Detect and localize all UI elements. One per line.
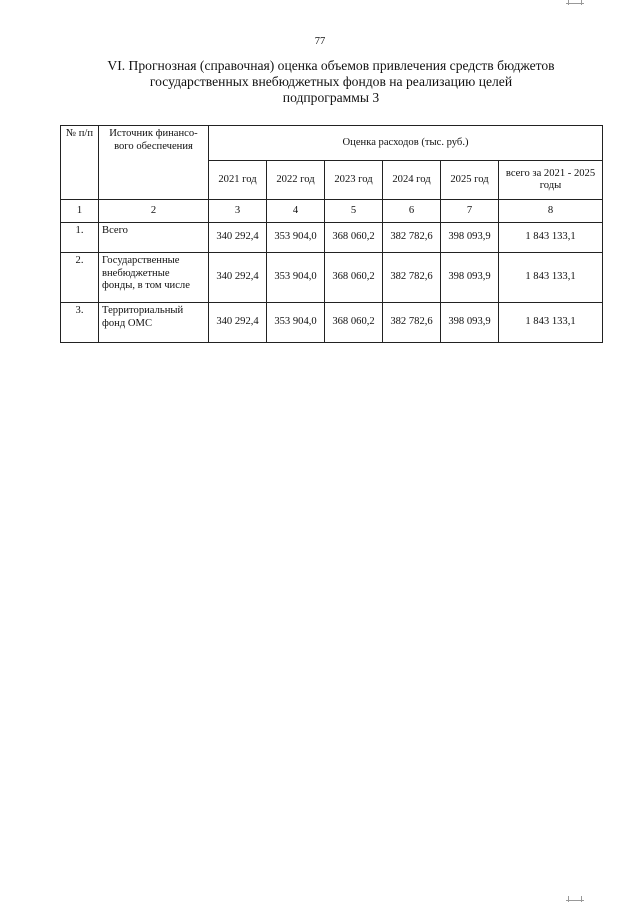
scan-corner-mark — [566, 900, 584, 901]
value-cell: 340 292,4 — [209, 303, 267, 343]
value-cell: 382 782,6 — [383, 253, 441, 303]
section-title-line-2: государственных внебюджетных фондов на реализацию целей — [149, 74, 513, 89]
table-row — [61, 253, 603, 303]
funding-estimate-table — [60, 125, 603, 343]
header-estimate: Оценка расходов (тыс. руб.) — [209, 126, 603, 161]
value-cell: 353 904,0 — [267, 253, 325, 303]
scan-corner-mark — [566, 3, 584, 4]
value-cell: 340 292,4 — [209, 223, 267, 253]
total-cell: 1 843 133,1 — [499, 253, 603, 303]
column-number: 1 — [61, 200, 99, 223]
column-number: 8 — [499, 200, 603, 223]
column-number: 3 — [209, 200, 267, 223]
row-number: 3. — [61, 303, 99, 343]
value-cell: 382 782,6 — [383, 223, 441, 253]
row-source: Территориальный фонд ОМС — [99, 303, 209, 343]
column-number: 4 — [267, 200, 325, 223]
header-source: Источник финансо-вого обеспечения — [99, 126, 209, 200]
column-number: 6 — [383, 200, 441, 223]
table-row — [61, 223, 603, 253]
row-source: Всего — [99, 223, 209, 253]
value-cell: 353 904,0 — [267, 223, 325, 253]
header-total: всего за 2021 - 2025 годы — [499, 161, 603, 200]
total-cell: 1 843 133,1 — [499, 223, 603, 253]
page-number: 77 — [314, 36, 326, 47]
value-cell: 368 060,2 — [325, 253, 383, 303]
section-title — [60, 58, 602, 106]
column-number: 7 — [441, 200, 499, 223]
row-number: 1. — [61, 223, 99, 253]
header-year-2022: 2022 год — [267, 161, 325, 200]
column-number: 5 — [325, 200, 383, 223]
header-year-2023: 2023 год — [325, 161, 383, 200]
row-source: Государственные внебюджетные фонды, в том числе — [99, 253, 209, 303]
table-header-row — [61, 126, 603, 161]
total-cell: 1 843 133,1 — [499, 303, 603, 343]
header-year-2021: 2021 год — [209, 161, 267, 200]
value-cell: 398 093,9 — [441, 303, 499, 343]
header-year-2024: 2024 год — [383, 161, 441, 200]
column-number: 2 — [99, 200, 209, 223]
header-num: № п/п — [61, 126, 99, 200]
value-cell: 368 060,2 — [325, 223, 383, 253]
column-numbers-row — [61, 200, 603, 223]
value-cell: 353 904,0 — [267, 303, 325, 343]
value-cell: 398 093,9 — [441, 223, 499, 253]
header-year-2025: 2025 год — [441, 161, 499, 200]
section-title-line-3: подпрограммы 3 — [282, 90, 380, 105]
value-cell: 368 060,2 — [325, 303, 383, 343]
row-number: 2. — [61, 253, 99, 303]
value-cell: 340 292,4 — [209, 253, 267, 303]
value-cell: 398 093,9 — [441, 253, 499, 303]
table-row — [61, 303, 603, 343]
section-title-line-1: VI. Прогнозная (справочная) оценка объемов привлечения средств бюджетов — [107, 58, 555, 73]
value-cell: 382 782,6 — [383, 303, 441, 343]
